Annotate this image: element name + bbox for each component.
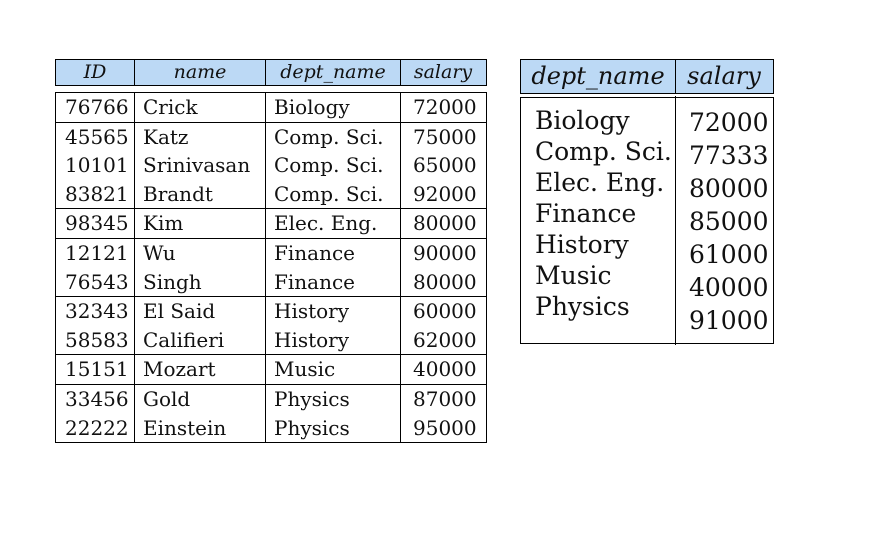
cell-id: 58583 xyxy=(56,326,135,355)
cell-id: 33456 xyxy=(56,385,135,414)
cell-dept-name: Elec. Eng. xyxy=(266,209,401,238)
header-dept-name: dept_name xyxy=(521,60,676,93)
cell-dept-name: Music xyxy=(535,261,612,290)
row-group xyxy=(56,93,486,123)
cell-dept-name: History xyxy=(266,326,401,355)
cell-salary: 90000 xyxy=(413,240,477,265)
instructor-table xyxy=(55,59,487,443)
cell-salary: 95000 xyxy=(413,415,477,440)
table-row xyxy=(56,151,486,180)
table-row xyxy=(56,93,486,122)
cell-salary: 65000 xyxy=(413,153,477,178)
cell-salary: 91000 xyxy=(689,306,769,335)
cell-id: 15151 xyxy=(56,355,135,384)
cell-id: 22222 xyxy=(56,414,135,443)
cell-salary: 87000 xyxy=(413,386,477,411)
table-row xyxy=(56,326,486,355)
header-name: name xyxy=(135,60,266,85)
table-row xyxy=(56,239,486,268)
header-salary: salary xyxy=(687,62,761,90)
dept-name-column xyxy=(521,96,676,345)
cell-id: 98345 xyxy=(56,209,135,238)
cell-name: Brandt xyxy=(135,180,266,209)
header-id: ID xyxy=(56,60,135,85)
cell-name: Mozart xyxy=(135,355,266,384)
cell-dept-name: Finance xyxy=(266,239,401,268)
row-group xyxy=(56,123,486,210)
cell-dept-name: Elec. Eng. xyxy=(535,168,665,197)
cell-dept-name: Comp. Sci. xyxy=(266,151,401,180)
cell-salary: 92000 xyxy=(413,181,477,206)
cell-salary: 40000 xyxy=(689,273,769,302)
header-salary: salary xyxy=(413,61,473,83)
cell-dept-name: History xyxy=(266,297,401,326)
cell-id: 83821 xyxy=(56,180,135,209)
cell-dept-name: Finance xyxy=(266,268,401,297)
cell-salary: 80000 xyxy=(689,174,769,203)
cell-dept-name: Comp. Sci. xyxy=(535,137,672,166)
cell-salary: 62000 xyxy=(413,327,477,352)
cell-dept-name: Physics xyxy=(535,292,630,321)
cell-salary: 75000 xyxy=(413,124,477,149)
cell-dept-name: Physics xyxy=(266,385,401,414)
cell-id: 12121 xyxy=(56,239,135,268)
cell-salary: 72000 xyxy=(413,95,477,119)
row-group xyxy=(56,355,486,385)
cell-dept-name: Finance xyxy=(535,199,637,228)
instructor-table-body xyxy=(55,92,487,443)
table-row xyxy=(56,297,486,326)
row-group xyxy=(56,385,486,442)
salary-column xyxy=(676,106,772,337)
table-row xyxy=(56,180,486,209)
cell-salary: 61000 xyxy=(689,240,769,269)
table-row xyxy=(56,123,486,152)
avg-salary-table-body xyxy=(520,97,774,344)
row-group xyxy=(56,209,486,239)
cell-salary: 40000 xyxy=(413,357,477,382)
cell-id: 45565 xyxy=(56,123,135,152)
table-row xyxy=(56,414,486,443)
cell-name: Crick xyxy=(135,93,266,122)
cell-salary: 60000 xyxy=(413,299,477,324)
cell-name: Einstein xyxy=(135,414,266,443)
cell-name: El Said xyxy=(135,297,266,326)
table-row xyxy=(56,385,486,414)
cell-salary: 85000 xyxy=(689,207,769,236)
avg-salary-table xyxy=(520,59,774,344)
cell-name: Katz xyxy=(135,123,266,152)
cell-dept-name: Biology xyxy=(535,106,630,135)
row-group xyxy=(56,297,486,355)
cell-name: Gold xyxy=(135,385,266,414)
cell-name: Kim xyxy=(135,209,266,238)
cell-name: Califieri xyxy=(135,326,266,355)
avg-salary-table-header xyxy=(520,59,774,94)
cell-dept-name: Comp. Sci. xyxy=(266,180,401,209)
cell-id: 32343 xyxy=(56,297,135,326)
cell-dept-name: Comp. Sci. xyxy=(266,123,401,152)
row-group xyxy=(56,239,486,297)
cell-salary: 77333 xyxy=(689,141,769,170)
table-row xyxy=(56,355,486,384)
cell-dept-name: Music xyxy=(266,355,401,384)
header-dept-name: dept_name xyxy=(266,60,401,85)
cell-salary: 72000 xyxy=(689,108,769,137)
cell-dept-name: Biology xyxy=(266,93,401,122)
cell-name: Singh xyxy=(135,268,266,297)
cell-name: Wu xyxy=(135,239,266,268)
cell-id: 76543 xyxy=(56,268,135,297)
table-row xyxy=(56,268,486,297)
cell-id: 76766 xyxy=(56,93,135,122)
cell-salary: 80000 xyxy=(413,211,477,236)
instructor-table-header xyxy=(55,59,487,86)
cell-name: Srinivasan xyxy=(135,151,266,180)
table-row xyxy=(56,209,486,238)
cell-salary: 80000 xyxy=(413,269,477,294)
cell-dept-name: History xyxy=(535,230,629,259)
cell-dept-name: Physics xyxy=(266,414,401,443)
cell-id: 10101 xyxy=(56,151,135,180)
